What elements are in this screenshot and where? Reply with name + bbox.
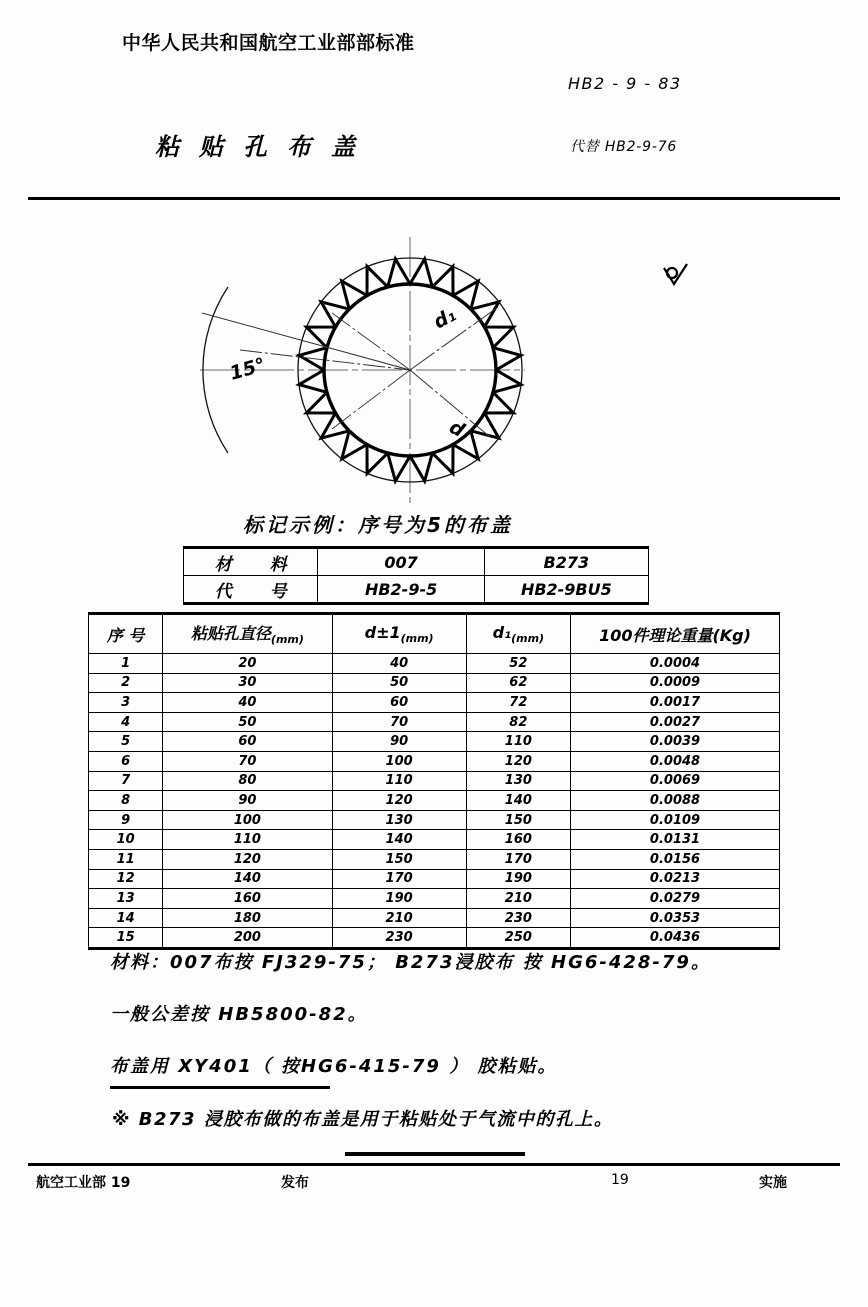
cell-d: 230 bbox=[332, 928, 466, 949]
cell-index: 13 bbox=[89, 889, 163, 909]
cell-hole-diameter: 40 bbox=[163, 693, 332, 713]
cell-hole-diameter: 70 bbox=[163, 751, 332, 771]
cell-hole-diameter: 60 bbox=[163, 732, 332, 752]
material-value-007: 007 bbox=[318, 548, 484, 576]
cell-d1: 190 bbox=[466, 869, 570, 889]
column-header-index: 序 号 bbox=[89, 614, 163, 654]
cell-index: 7 bbox=[89, 771, 163, 791]
cell-hole-diameter: 20 bbox=[163, 654, 332, 674]
cell-d: 60 bbox=[332, 693, 466, 713]
cell-d1: 110 bbox=[466, 732, 570, 752]
code-value-b273: HB2-9BU5 bbox=[484, 576, 648, 604]
cell-hole-diameter: 30 bbox=[163, 673, 332, 693]
cell-d: 130 bbox=[332, 810, 466, 830]
d1-label: d₁ bbox=[430, 303, 460, 334]
cell-index: 3 bbox=[89, 693, 163, 713]
specification-table-body bbox=[89, 654, 780, 949]
cell-weight: 0.0027 bbox=[571, 712, 780, 732]
cell-hole-diameter: 140 bbox=[163, 869, 332, 889]
column-header-d-unit: (mm) bbox=[400, 632, 434, 646]
cell-d1: 160 bbox=[466, 830, 570, 850]
cell-d: 110 bbox=[332, 771, 466, 791]
footer-publish-label: 发布 bbox=[281, 1175, 309, 1191]
table-row bbox=[89, 849, 780, 869]
cell-weight: 0.0156 bbox=[571, 849, 780, 869]
cell-d1: 120 bbox=[466, 751, 570, 771]
cell-hole-diameter: 50 bbox=[163, 712, 332, 732]
cell-weight: 0.0039 bbox=[571, 732, 780, 752]
cell-index: 6 bbox=[89, 751, 163, 771]
cell-hole-diameter: 110 bbox=[163, 830, 332, 850]
column-header-d-text: d±1 bbox=[364, 622, 401, 642]
table-row bbox=[89, 810, 780, 830]
column-header-hole-diameter-unit: (mm) bbox=[270, 633, 304, 647]
angle-label: 15° bbox=[227, 353, 268, 385]
cell-index: 11 bbox=[89, 849, 163, 869]
table-row bbox=[89, 673, 780, 693]
cell-index: 10 bbox=[89, 830, 163, 850]
cell-hole-diameter: 200 bbox=[163, 928, 332, 949]
standard-organization-title: 中华人民共和国航空工业部部标准 bbox=[122, 32, 415, 54]
cell-d: 170 bbox=[332, 869, 466, 889]
cell-d: 150 bbox=[332, 849, 466, 869]
cell-hole-diameter: 80 bbox=[163, 771, 332, 791]
cell-weight: 0.0213 bbox=[571, 869, 780, 889]
column-header-d1-text: d₁ bbox=[492, 622, 512, 642]
material-table-body bbox=[184, 548, 649, 604]
table-row bbox=[89, 889, 780, 909]
cell-weight: 0.0069 bbox=[571, 771, 780, 791]
diagonal-upper-left bbox=[332, 313, 410, 370]
table-row bbox=[89, 928, 780, 949]
footer-divider bbox=[28, 1163, 840, 1166]
footer-ministry: 航空工业部 19 bbox=[36, 1175, 131, 1191]
cell-d1: 230 bbox=[466, 908, 570, 928]
document-code: HB2 - 9 - 83 bbox=[568, 74, 682, 93]
cell-d1: 170 bbox=[466, 849, 570, 869]
column-header-d bbox=[332, 614, 466, 654]
table-row bbox=[89, 732, 780, 752]
cell-index: 2 bbox=[89, 673, 163, 693]
table-row bbox=[89, 791, 780, 811]
cell-d: 70 bbox=[332, 712, 466, 732]
cell-d: 120 bbox=[332, 791, 466, 811]
table-row bbox=[89, 693, 780, 713]
column-header-d1-unit: (mm) bbox=[511, 632, 545, 646]
cell-index: 1 bbox=[89, 654, 163, 674]
cell-weight: 0.0353 bbox=[571, 908, 780, 928]
cell-weight: 0.0109 bbox=[571, 810, 780, 830]
material-value-b273: B273 bbox=[484, 548, 648, 576]
cell-d1: 130 bbox=[466, 771, 570, 791]
cell-d1: 52 bbox=[466, 654, 570, 674]
cell-weight: 0.0131 bbox=[571, 830, 780, 850]
specification-table-head bbox=[89, 614, 780, 654]
cell-index: 9 bbox=[89, 810, 163, 830]
cell-weight: 0.0436 bbox=[571, 928, 780, 949]
cell-weight: 0.0279 bbox=[571, 889, 780, 909]
note-adhesive: 布盖用 XY401（ 按HG6-415-79 ） 胶粘贴。 bbox=[110, 1056, 558, 1077]
note-material: 材料：007布按 FJ329-75； B273浸胶布 按 HG6-428-79。 bbox=[110, 952, 711, 973]
column-header-hole-diameter bbox=[163, 614, 332, 654]
cell-hole-diameter: 180 bbox=[163, 908, 332, 928]
table-row bbox=[89, 869, 780, 889]
replaces-code: 代替 HB2-9-76 bbox=[570, 139, 678, 155]
cell-d1: 72 bbox=[466, 693, 570, 713]
cell-d1: 140 bbox=[466, 791, 570, 811]
cell-d1: 62 bbox=[466, 673, 570, 693]
cell-d: 190 bbox=[332, 889, 466, 909]
footer-short-divider bbox=[345, 1152, 525, 1156]
cell-weight: 0.0088 bbox=[571, 791, 780, 811]
cell-hole-diameter: 90 bbox=[163, 791, 332, 811]
header-divider bbox=[28, 197, 840, 200]
cell-d: 40 bbox=[332, 654, 466, 674]
note-starred-airflow: ※ B273 浸胶布做的布盖是用于粘贴处于气流中的孔上。 bbox=[112, 1109, 614, 1130]
cell-index: 5 bbox=[89, 732, 163, 752]
table-row bbox=[89, 712, 780, 732]
column-header-weight: 100件理论重量(Kg) bbox=[571, 614, 780, 654]
footer-implement-label: 实施 bbox=[759, 1175, 787, 1191]
table-row bbox=[89, 751, 780, 771]
table-row bbox=[89, 830, 780, 850]
column-header-d1 bbox=[466, 614, 570, 654]
cell-weight: 0.0004 bbox=[571, 654, 780, 674]
mark-example-caption: 标记示例：序号为5的布盖 bbox=[243, 513, 513, 537]
cell-index: 15 bbox=[89, 928, 163, 949]
cell-index: 12 bbox=[89, 869, 163, 889]
d-label: d bbox=[445, 415, 468, 442]
page-title: 粘贴孔布盖 bbox=[155, 133, 375, 161]
table-row bbox=[184, 576, 649, 604]
table-row bbox=[89, 654, 780, 674]
cell-hole-diameter: 100 bbox=[163, 810, 332, 830]
cell-d: 50 bbox=[332, 673, 466, 693]
table-header-row bbox=[89, 614, 780, 654]
code-label: 代 号 bbox=[184, 576, 318, 604]
cell-index: 4 bbox=[89, 712, 163, 732]
code-value-007: HB2-9-5 bbox=[318, 576, 484, 604]
table-row bbox=[89, 908, 780, 928]
cell-index: 8 bbox=[89, 791, 163, 811]
material-table bbox=[183, 546, 649, 605]
cell-d: 210 bbox=[332, 908, 466, 928]
footer-implement-year: 19 bbox=[611, 1172, 629, 1188]
table-row bbox=[184, 548, 649, 576]
cell-hole-diameter: 160 bbox=[163, 889, 332, 909]
cell-d1: 250 bbox=[466, 928, 570, 949]
table-row bbox=[89, 771, 780, 791]
surface-finish-icon bbox=[660, 262, 690, 292]
material-label: 材 料 bbox=[184, 548, 318, 576]
cell-d: 140 bbox=[332, 830, 466, 850]
cell-index: 14 bbox=[89, 908, 163, 928]
cell-weight: 0.0048 bbox=[571, 751, 780, 771]
cell-weight: 0.0017 bbox=[571, 693, 780, 713]
cell-weight: 0.0009 bbox=[571, 673, 780, 693]
column-header-hole-diameter-text: 粘贴孔直径 bbox=[190, 624, 271, 644]
cell-d1: 150 bbox=[466, 810, 570, 830]
cell-d1: 82 bbox=[466, 712, 570, 732]
cell-d1: 210 bbox=[466, 889, 570, 909]
note-divider bbox=[110, 1086, 330, 1089]
diagonal-lower-left bbox=[332, 370, 410, 429]
technical-drawing bbox=[180, 225, 700, 515]
note-tolerance: 一般公差按 HB5800-82。 bbox=[110, 1004, 368, 1025]
cell-hole-diameter: 120 bbox=[163, 849, 332, 869]
cell-d: 90 bbox=[332, 732, 466, 752]
cell-d: 100 bbox=[332, 751, 466, 771]
specification-table bbox=[88, 612, 780, 950]
